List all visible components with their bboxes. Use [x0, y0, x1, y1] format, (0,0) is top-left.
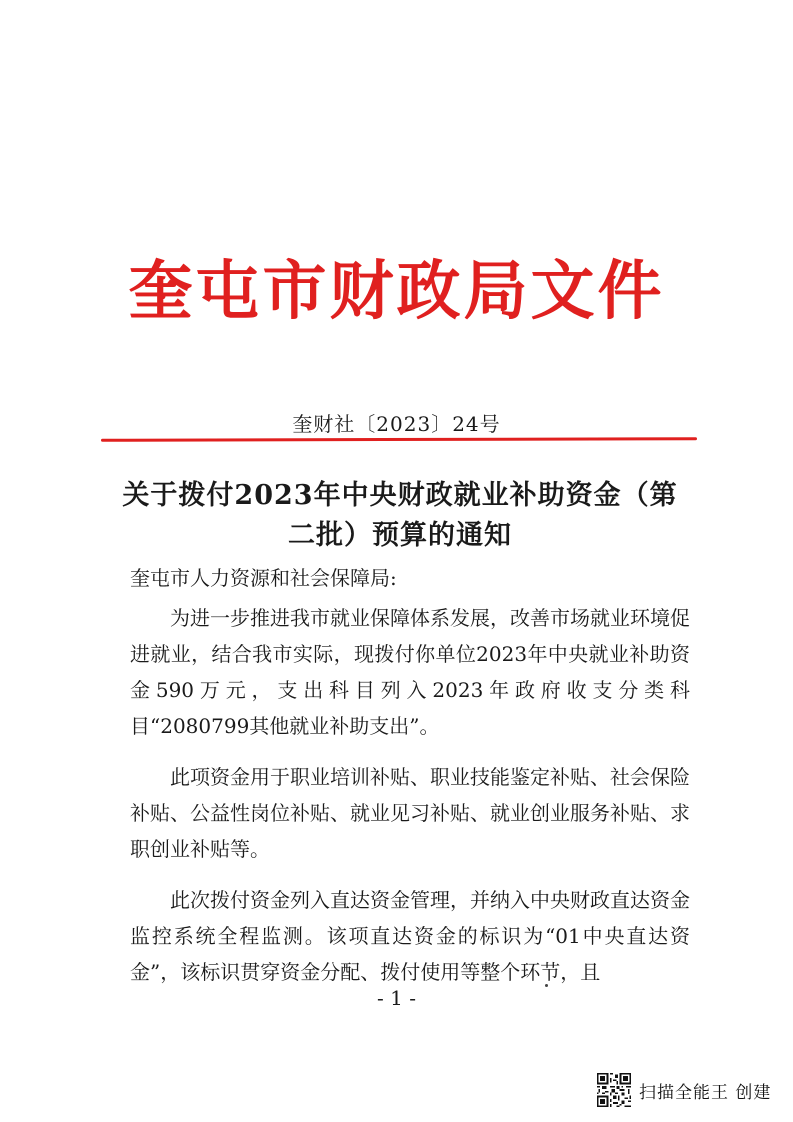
watermark-text: 扫描全能王 创建	[639, 1082, 772, 1103]
scanner-watermark	[597, 1072, 771, 1108]
paragraph: 此项资金用于职业培训补贴、职业技能鉴定补贴、社会保险补贴、公益性岗位补贴、就业见习补贴、就业创业服务补贴、求职创业补贴等。	[130, 765, 690, 861]
paragraph: 为进一步推进我市就业保障体系发展，改善市场就业环境促进就业，结合我市实际，现拨付你单位2023年中央就业补助资金590万元，支出科目列入2023年政府收支分类科目“2080799其他就业补助支出”。	[130, 606, 690, 738]
recipient: 奎屯市人力资源和社会保障局:	[130, 566, 397, 590]
document-title-line-1: 关于拨付2023年中央财政就业补助资金（第	[122, 480, 678, 511]
document-number: 奎财社〔2023〕24号	[292, 412, 501, 436]
qr-code-icon	[597, 1073, 631, 1107]
page-number: - 1 -	[377, 986, 416, 1010]
letterhead-title: 奎屯市财政局文件	[128, 255, 665, 329]
red-divider-line	[101, 437, 697, 442]
document-title-line-2: 二批）预算的通知	[288, 520, 512, 551]
document-title	[105, 476, 695, 556]
document-body	[130, 560, 690, 1005]
paragraph: 此次拨付资金列入直达资金管理，并纳入中央财政直达资金监控系统全程监测。该项直达资金的标识为“01中央直达资金”，该标识贯穿资金分配、拨付使用等整个环节，且	[130, 888, 690, 984]
